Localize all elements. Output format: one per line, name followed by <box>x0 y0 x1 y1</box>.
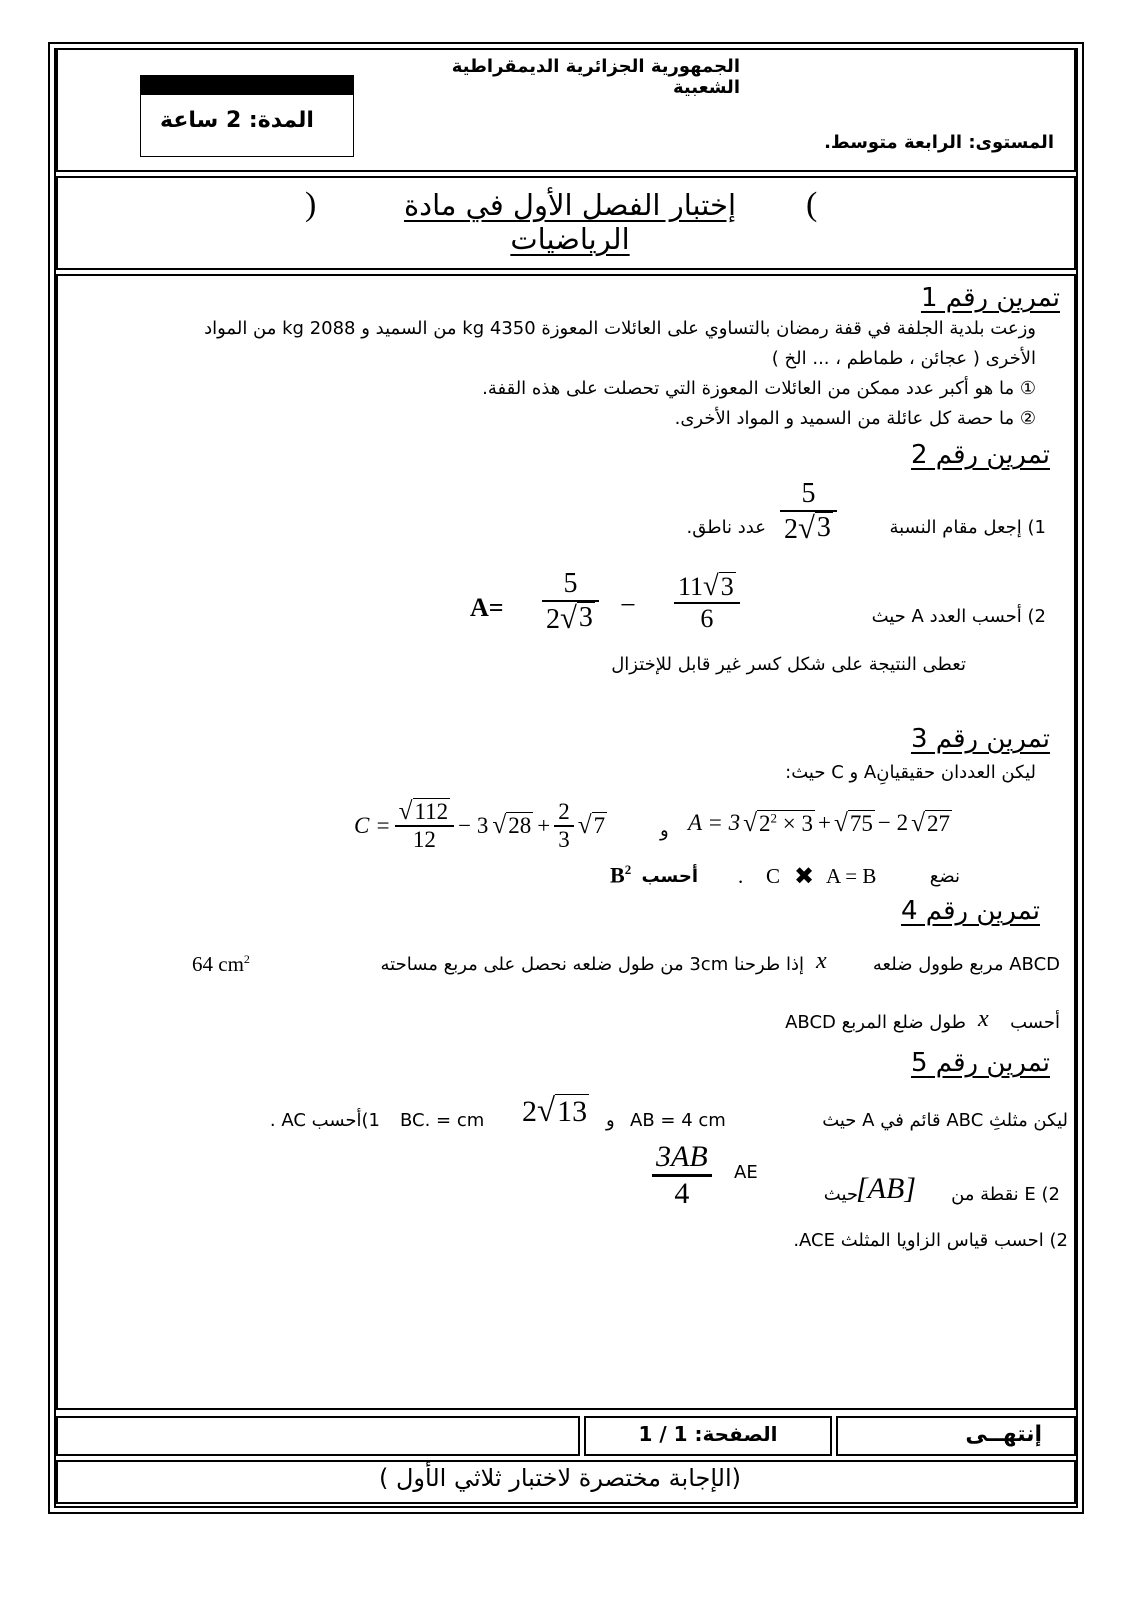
ex3-a-t1-base: 2 <box>759 811 771 836</box>
ex4-x-var: x <box>816 948 827 974</box>
ex5-line1-d: 1)أحسب AC . <box>269 1110 380 1131</box>
ex2-q2-f1-den-coef: 2 <box>546 604 560 635</box>
ex4-area-exp: 2 <box>243 952 250 966</box>
ex3-b2-exp: 2 <box>624 862 632 877</box>
ex5-bc-rad: 13 <box>557 1095 588 1128</box>
ex5-frac-num: 3AB <box>656 1140 708 1173</box>
ex2-q2-frac1: 5 2 √ 3 <box>542 568 599 636</box>
ex3-b2-base: B <box>610 862 625 888</box>
ex2-q1-fraction: 5 2 √ 3 <box>780 478 837 546</box>
ex5-bc-coef: 2 <box>522 1095 537 1128</box>
ex2-q2-f1-num: 5 <box>563 568 578 599</box>
ex3-put: نضع <box>929 866 960 887</box>
ex2-q1-num: 5 <box>801 478 816 509</box>
ex4-title: تمرين رقم 4 <box>900 896 1040 926</box>
ex3-c-t2-coef: − 3 <box>458 812 489 838</box>
ex5-line1-a: ليكن مثلثِ ABC قائم في A حيث <box>822 1110 1068 1131</box>
ex3-a-lhs: A = 3 <box>688 810 741 836</box>
ex2-q1-label: 1) إجعل مقام النسبة <box>889 517 1046 538</box>
ex3-a-t2-rad: 75 <box>849 811 873 836</box>
ex2-q2-minus: − <box>620 590 636 621</box>
ex4-line1-end: إذا طرحنا 3cm من طول ضلعه نحصل على مربع مساحته <box>380 954 804 975</box>
title-open-paren: ( <box>806 186 818 223</box>
country-name: الجمهورية الجزائرية الديمقراطية الشعبية <box>451 56 740 98</box>
ex3-a-t3-coef: − 2 <box>877 810 909 836</box>
ex5-q2: 2) E نقطة من <box>951 1184 1060 1205</box>
ex4-line2-end: طول ضلع المربع ABCD <box>785 1012 966 1033</box>
ex4-line2-x: x <box>978 1006 989 1032</box>
ex3-a-expression: A = 3 √ $2^2 \times 3$ + √ 75 − 2 √ 27 <box>688 809 951 837</box>
ex2-q1-den-coef: 2 <box>784 514 798 545</box>
ex2-q1-den-rad: 3 <box>816 512 831 543</box>
ex2-q2-note: تعطى النتيجة على شكل كسر غير قابل للإختزال <box>611 654 966 675</box>
ex5-line1-c: BC. = cm <box>400 1110 485 1131</box>
ex4-line1-start: ABCD مربع طوول ضلعه <box>872 954 1060 975</box>
ex3-c-t2-rad: 28 <box>508 813 532 839</box>
ex3-intro: ليكن العددان حقيقيانِA و C حيث: <box>785 762 1036 783</box>
ex2-q2-f2-den: 6 <box>700 604 714 633</box>
ex5-fraction <box>652 1140 712 1211</box>
level-label: المستوى: الرابعة متوسط. <box>824 132 1054 153</box>
ex5-where: حيث <box>823 1184 858 1205</box>
ex3-eq: A = B <box>826 864 877 888</box>
answer-note: (الإجابة مختصرة لاختبار ثلاثي الأول ) <box>379 1464 741 1492</box>
ex3-c-f3-den: 3 <box>558 826 570 852</box>
ex5-segment: [AB] <box>856 1172 916 1205</box>
ex3-b2 <box>610 862 631 888</box>
ex1-title: تمرين رقم 1 <box>920 283 1060 313</box>
end-label: إنتهــى <box>965 1422 1042 1447</box>
ex3-a-t1-rest: × 3 <box>782 811 814 836</box>
ex5-q3: 2) احسب قياس الزاويا المثلث ACE. <box>793 1230 1068 1251</box>
ex3-c-expression: C = √ 112 12 − 3 √ 28 + $\frac{2}{3}$ √ 7 <box>354 797 606 852</box>
ex3-a-t1-exp: 2 <box>770 810 778 826</box>
duration-label: المدة: 2 ساعة <box>160 108 314 133</box>
ex2-title: تمرين رقم 2 <box>910 440 1050 470</box>
ex5-line1-b: AB = 4 cm <box>630 1110 726 1131</box>
title-close-paren: ) <box>305 186 317 223</box>
ex3-a-t3-rad: 27 <box>927 811 951 836</box>
ex5-bc-value: 2 √ 13 <box>522 1093 588 1129</box>
ex2-q2-label: 2) أحسب العدد A حيث <box>871 606 1046 627</box>
ex3-c-t4-rad: 7 <box>593 813 606 839</box>
ex1-line2: الأخرى ( عجائن ، طماطم ، ... الخ ) <box>771 348 1036 369</box>
ex3-dot: . <box>738 864 744 888</box>
ex5-frac-den: 4 <box>674 1177 690 1210</box>
ex2-q2-f2-num-rad: 3 <box>720 572 734 601</box>
ex3-compute: أحسب <box>641 866 698 887</box>
ex1-line1: وزعت بلدية الجلفة في قفة رمضان بالتساوي على العائلات المعوزة 4350 kg من السميد و 2088 kg من المواد <box>204 318 1036 339</box>
ex2-q2-frac2: 11 √ 3 6 <box>674 572 740 634</box>
ex4-area <box>192 952 250 977</box>
ex3-c-plus: + <box>537 812 551 838</box>
ex3-a-plus: + <box>818 810 832 836</box>
ex3-c-letter: C <box>766 864 781 888</box>
page-number: الصفحة: 1 / 1 <box>638 1422 778 1446</box>
ex2-q2-f1-den-rad: 3 <box>578 602 593 633</box>
duration-bar <box>141 76 353 95</box>
ex3-c-f1-rad: 112 <box>414 799 449 824</box>
ex3-c-lhs: C = <box>354 812 391 838</box>
ex1-q2: ② ما حصة كل عائلة من السميد و المواد الأخرى. <box>674 408 1036 429</box>
ex4-area-value: 64 cm <box>192 952 244 976</box>
ex4-line2-start: أحسب <box>1010 1012 1060 1033</box>
ex3-c-f1-den: 12 <box>412 827 436 852</box>
ex3-title: تمرين رقم 3 <box>910 724 1050 754</box>
ex2-q2-lhs: A= <box>470 593 504 622</box>
page-title: إختبار الفصل الأول في مادة الرياضيات <box>403 188 737 256</box>
ex5-line1-and: و <box>606 1110 615 1131</box>
ex3-and: و <box>660 820 669 841</box>
ex5-ae: AE <box>734 1162 758 1183</box>
times-icon: ✖ <box>794 862 815 890</box>
footer-left-box <box>56 1416 580 1456</box>
ex5-title: تمرين رقم 5 <box>910 1048 1050 1078</box>
ex1-q1: ① ما هو أكبر عدد ممكن من العائلات المعوزة التي تحصلت على هذه القفة. <box>482 378 1036 399</box>
ex2-q1-end: عدد ناطق. <box>686 517 766 538</box>
duration-box <box>140 75 354 157</box>
ex3-c-f3-num: 2 <box>558 798 570 824</box>
ex2-q2-f2-num-coef: 11 <box>678 572 704 601</box>
